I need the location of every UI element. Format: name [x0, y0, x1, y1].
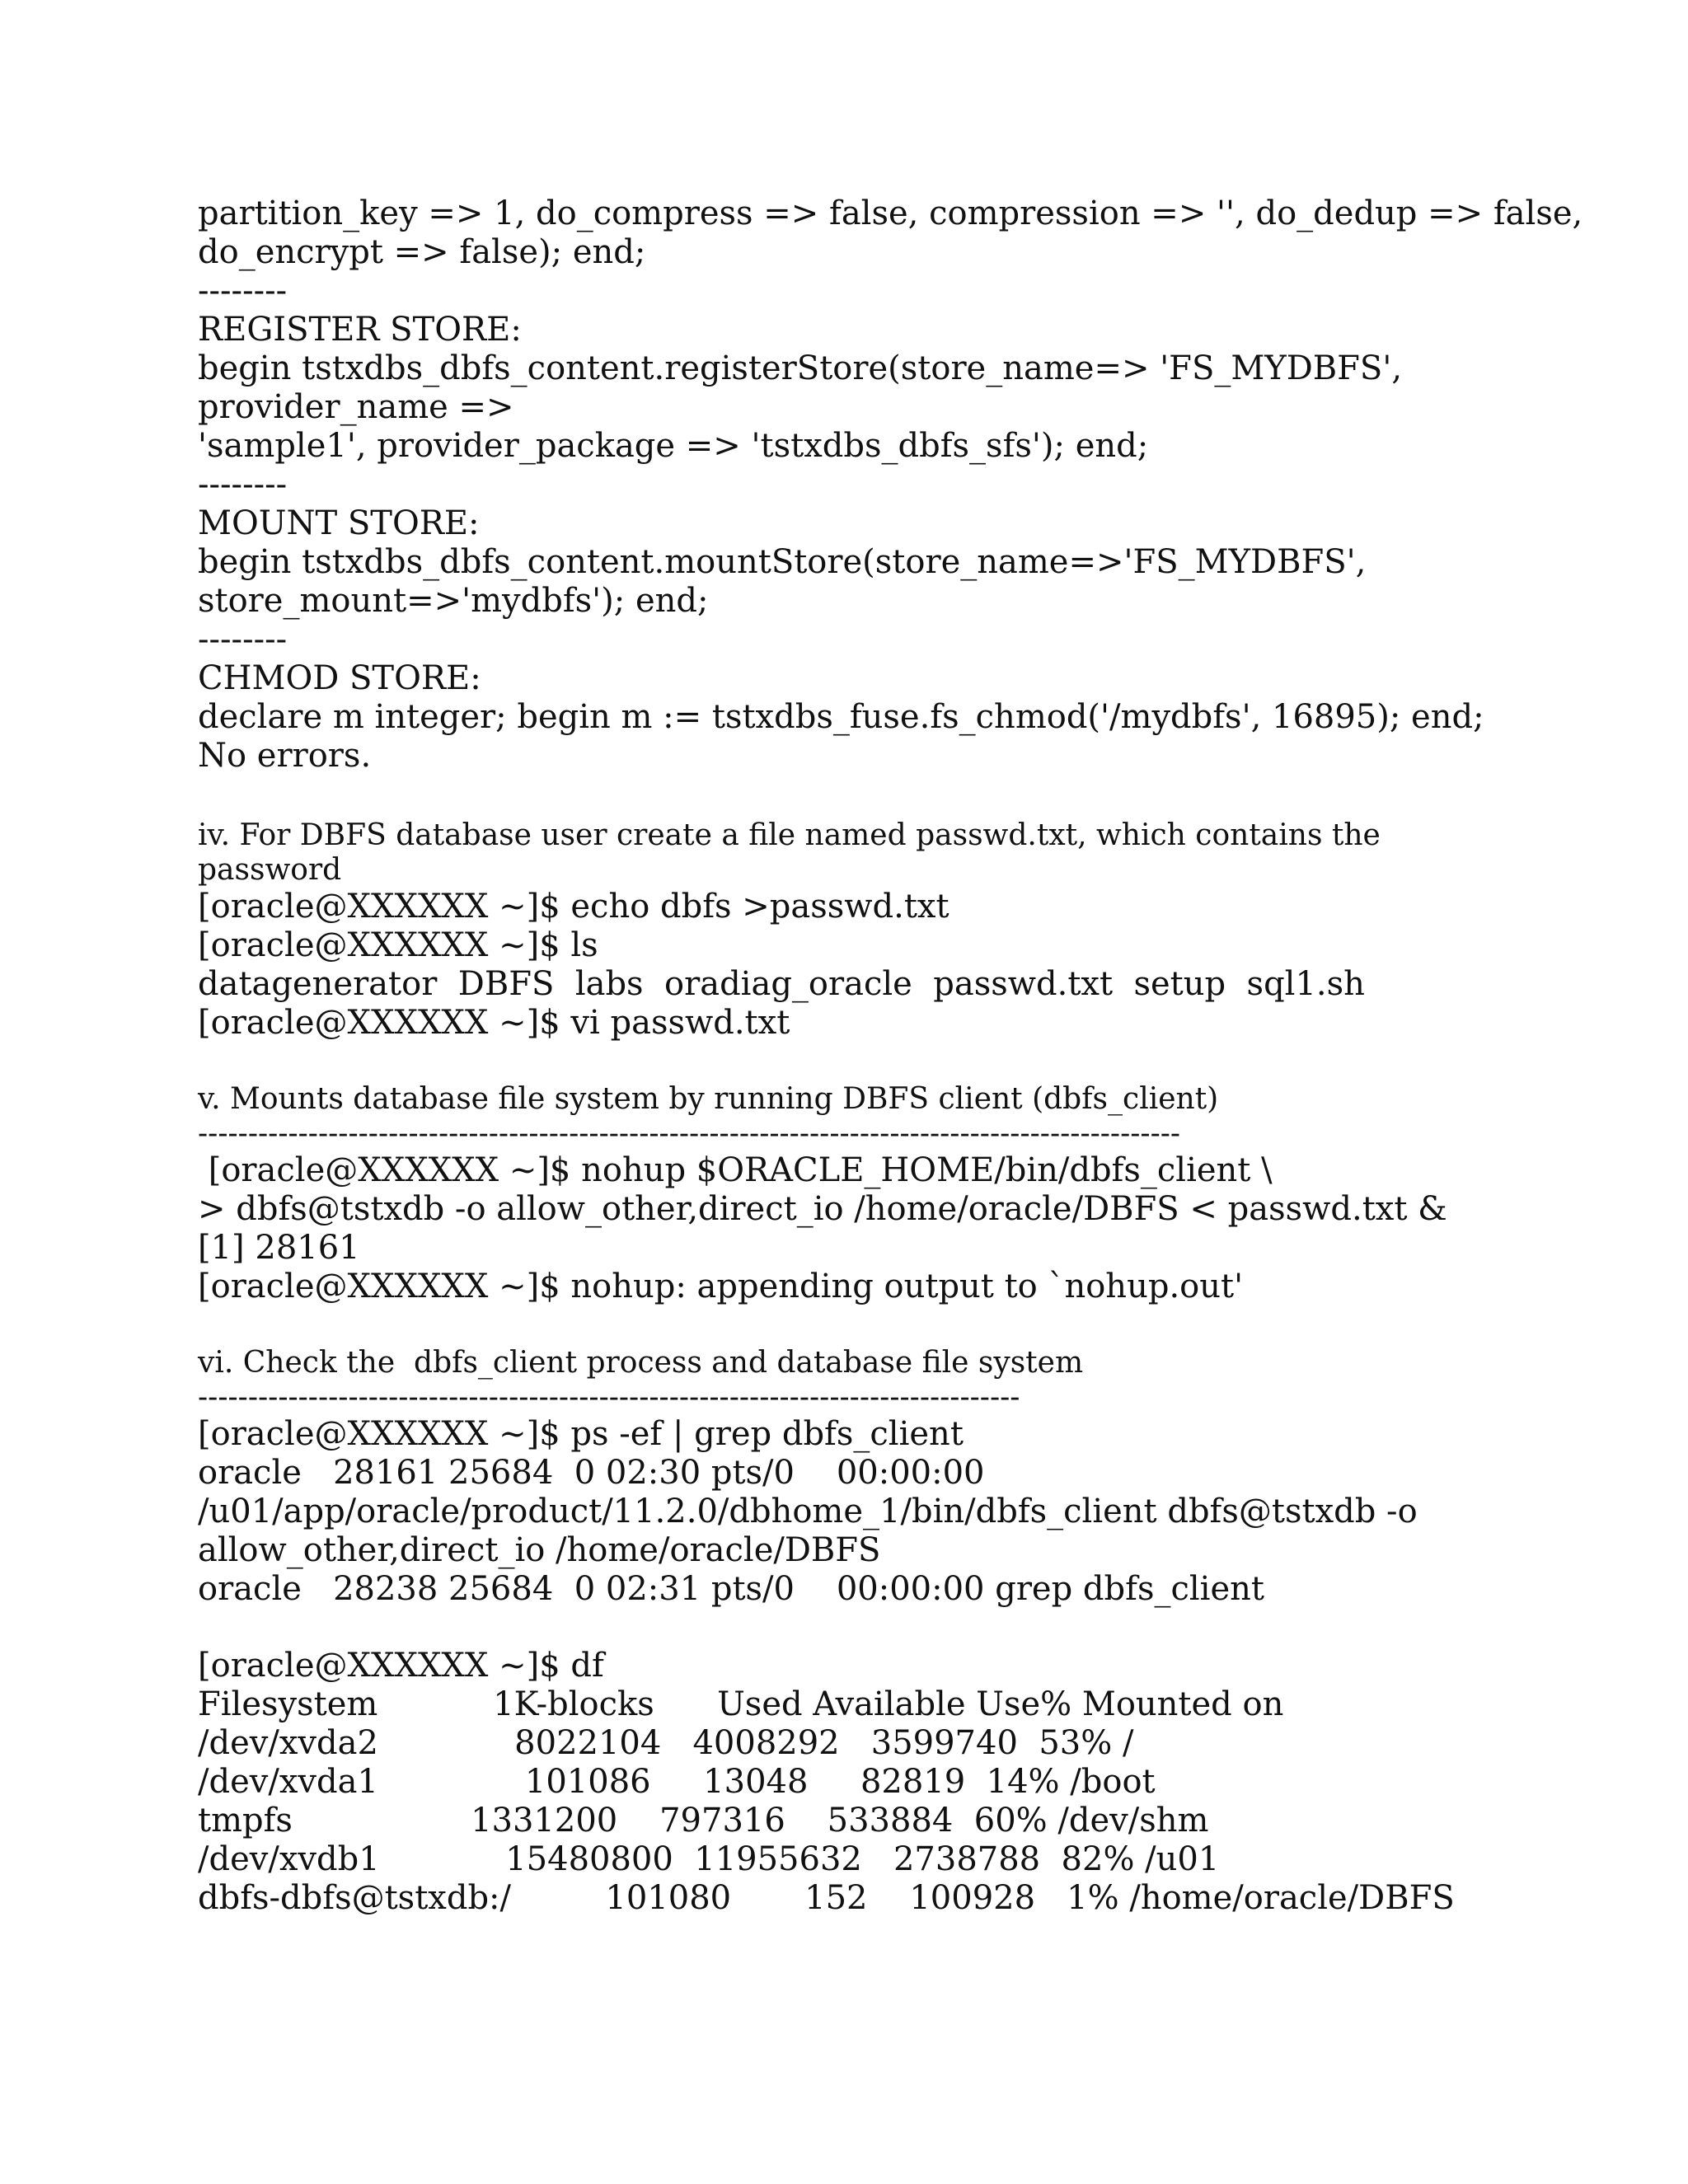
- separator-line: --------------------------------------------------------------------------------------------------: [198, 1117, 1181, 1151]
- text-line: begin tstxdbs_dbfs_content.mountStore(store_name=>'FS_MYDBFS',: [198, 543, 1367, 581]
- output-line: oracle 28238 25684 0 02:31 pts/0 00:00:00 grep dbfs_client: [198, 1570, 1264, 1608]
- df-row: /dev/xvdb1 15480800 11955632 2738788 82% /u01: [198, 1840, 1220, 1878]
- text-line: provider_name =>: [198, 388, 514, 426]
- df-row: tmpfs 1331200 797316 533884 60% /dev/shm: [198, 1802, 1209, 1840]
- command-line: > dbfs@tstxdb -o allow_other,direct_io /home/oracle/DBFS < passwd.txt &: [198, 1190, 1447, 1228]
- separator-line: --------: [198, 466, 288, 504]
- separator-line: --------: [198, 272, 288, 310]
- text-line: No errors.: [198, 737, 372, 775]
- output-line: /u01/app/oracle/product/11.2.0/dbhome_1/bin/dbfs_client dbfs@tstxdb -o: [198, 1493, 1418, 1530]
- text-line: 'sample1', provider_package => 'tstxdbs_dbfs_sfs'); end;: [198, 427, 1149, 465]
- separator-line: ----------------------------------------------------------------------------------: [198, 1380, 1020, 1414]
- command-line: [oracle@XXXXXX ~]$ nohup $ORACLE_HOME/bin/dbfs_client \: [198, 1151, 1273, 1189]
- df-row: /dev/xvda2 8022104 4008292 3599740 53% /: [198, 1724, 1134, 1762]
- step-heading: v. Mounts database file system by running DBFS client (dbfs_client): [198, 1082, 1219, 1116]
- command-line: [oracle@XXXXXX ~]$ ps -ef | grep dbfs_client: [198, 1415, 964, 1453]
- text-line: partition_key => 1, do_compress => false, compression => '', do_dedup => false,: [198, 194, 1583, 232]
- text-line: store_mount=>'mydbfs'); end;: [198, 582, 709, 620]
- step-heading: iv. For DBFS database user create a file named passwd.txt, which contains the: [198, 818, 1381, 852]
- command-line: [oracle@XXXXXX ~]$ df: [198, 1647, 604, 1685]
- step-heading: password: [198, 853, 342, 887]
- output-line: allow_other,direct_io /home/oracle/DBFS: [198, 1531, 881, 1569]
- df-header-line: Filesystem 1K-blocks Used Available Use% Mounted on: [198, 1685, 1284, 1723]
- output-line: [oracle@XXXXXX ~]$ nohup: appending output to `nohup.out': [198, 1268, 1244, 1305]
- text-line: do_encrypt => false); end;: [198, 233, 646, 271]
- output-line: [1] 28161: [198, 1229, 360, 1267]
- step-heading: vi. Check the dbfs_client process and database file system: [198, 1346, 1084, 1380]
- command-line: [oracle@XXXXXX ~]$ ls: [198, 926, 598, 964]
- section-heading: CHMOD STORE:: [198, 659, 481, 697]
- df-row: /dev/xvda1 101086 13048 82819 14% /boot: [198, 1763, 1156, 1801]
- text-line: begin tstxdbs_dbfs_content.registerStore(store_name=> 'FS_MYDBFS',: [198, 349, 1403, 387]
- output-line: datagenerator DBFS labs oradiag_oracle passwd.txt setup sql1.sh: [198, 965, 1365, 1003]
- command-line: [oracle@XXXXXX ~]$ vi passwd.txt: [198, 1004, 790, 1042]
- output-line: oracle 28161 25684 0 02:30 pts/0 00:00:00: [198, 1454, 985, 1492]
- text-line: declare m integer; begin m := tstxdbs_fuse.fs_chmod('/mydbfs', 16895); end;: [198, 698, 1484, 736]
- section-heading: MOUNT STORE:: [198, 504, 480, 542]
- separator-line: --------: [198, 621, 288, 658]
- command-line: [oracle@XXXXXX ~]$ echo dbfs >passwd.txt: [198, 888, 950, 926]
- section-heading: REGISTER STORE:: [198, 311, 522, 349]
- df-row: dbfs-dbfs@tstxdb:/ 101080 152 100928 1% /home/oracle/DBFS: [198, 1879, 1455, 1917]
